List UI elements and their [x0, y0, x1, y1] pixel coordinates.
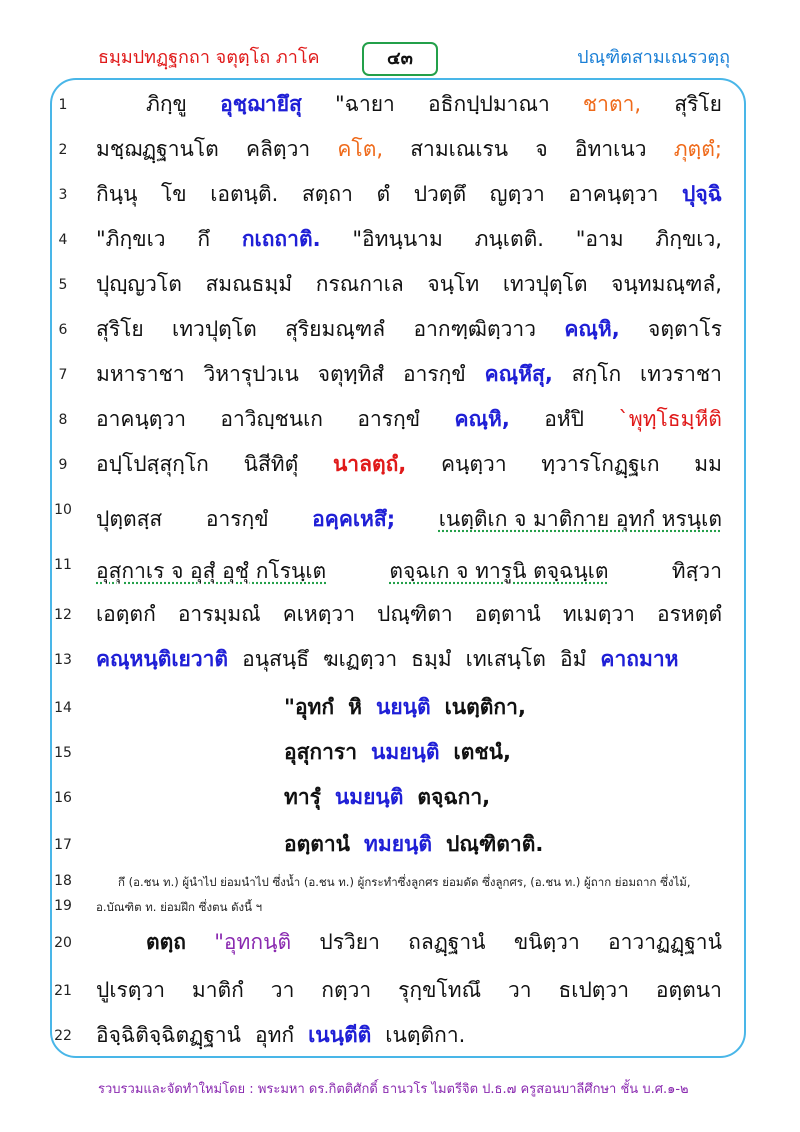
word: คโต,: [337, 137, 384, 161]
word: ปุจฺฉิ: [681, 182, 722, 206]
word: ปณฺฑิตา: [377, 602, 453, 626]
text-line-1: [146, 88, 722, 121]
text-line-11: [96, 555, 722, 588]
word: เอตฺตกํ: [96, 602, 156, 626]
word: อาคนฺตฺวา: [568, 182, 659, 206]
word: ทฺวารโกฏฺฐเก: [541, 452, 660, 476]
word: อารกฺขํ: [205, 507, 269, 531]
word: คณฺหนฺติเยวาติ: [96, 647, 229, 671]
word: ปรวิยา: [319, 930, 380, 954]
word: "ภิกฺขเว: [96, 227, 166, 251]
line-number: 11: [54, 557, 72, 573]
word: อตฺตนา: [655, 978, 722, 1002]
word: นมยนฺติ: [334, 785, 404, 809]
word: เทเสนฺโต: [465, 647, 546, 671]
word: สามเณเรน: [410, 137, 509, 161]
text-line-5: [96, 268, 722, 301]
word: เอตนฺติ.: [210, 182, 279, 206]
footer-credit: รวบรวมและจัดทำใหม่โดย : พระมหา ดร.กิตติศักดิ์ ธานวโร ไมตรีจิต ป.ธ.๗ ครูสอนบาลีศึกษา ชั้น บ.ศ.๑-๒: [98, 1082, 689, 1097]
word: จนฺทมณฺฑลํ,: [611, 272, 722, 296]
word: คเหตฺวา: [282, 602, 355, 626]
line-number: 12: [54, 607, 72, 623]
word: ตตฺถ: [146, 930, 186, 954]
word: วิหารุปวเน: [203, 362, 299, 386]
word: อากฑฺฒิตฺวาว: [413, 317, 536, 341]
line-number: 9: [58, 457, 68, 473]
word: หิ: [348, 695, 362, 719]
word: ปณฺฑิตาติ.: [446, 832, 544, 856]
line-number: 19: [54, 898, 72, 914]
word: อิมํ: [559, 647, 587, 671]
line-number: 18: [54, 873, 72, 889]
word: วา: [270, 978, 295, 1002]
line-number: 6: [58, 322, 68, 338]
underlined-phrase: ตจฺฉเก จ ทารูนิ ตจฺฉนฺเต: [389, 559, 609, 583]
word: กรณกาเล: [315, 272, 404, 296]
word: ทิสฺวา: [671, 559, 722, 583]
word: จตุทฺทิสํ: [317, 362, 385, 386]
word: ปุตฺตสฺส: [96, 507, 163, 531]
text-line-20: [146, 926, 722, 959]
word: ฆเฏตฺวา: [323, 647, 398, 671]
line-number: 5: [58, 277, 68, 293]
word: คณฺหึสุ,: [484, 362, 553, 386]
text-line-12: [96, 598, 722, 631]
word: ถลฏฺฐานํ: [408, 930, 486, 954]
word: ภิกฺขเว,: [655, 227, 722, 251]
line-number: 20: [54, 935, 72, 951]
word: เนตฺติกา.: [385, 1023, 466, 1047]
word: "อิทนฺนาม: [352, 227, 443, 251]
line-number: 21: [54, 983, 72, 999]
word: ภุตฺตํ;: [673, 137, 722, 161]
word: อคฺคเหสึ;: [312, 507, 396, 531]
word: กตฺวา: [321, 978, 372, 1002]
word: ตจฺฉกา,: [417, 785, 491, 809]
word: กึ: [197, 227, 211, 251]
word: อนุสนฺธึ: [242, 647, 310, 671]
translation-line-19: อ.บัณฑิต ท. ย่อมฝึก ซึ่งตน ดังนี้ ฯ: [96, 900, 263, 914]
word: ชาตา,: [582, 92, 642, 116]
word: ภนฺเตติ.: [474, 227, 544, 251]
word: อาคนฺตฺวา: [96, 407, 187, 431]
word: คลิตฺวา: [246, 137, 311, 161]
line-number: 3: [58, 187, 68, 203]
word: สมณธมฺมํ: [205, 272, 293, 296]
text-line-21: [96, 974, 722, 1007]
word: สุริโย: [674, 92, 722, 116]
word: อุชฺฌายึสุ: [220, 92, 302, 116]
word: อาวิญฺชนเก: [220, 407, 323, 431]
word: ธมฺมํ: [411, 647, 452, 671]
word: อุสุการา: [284, 740, 358, 764]
line-number: 14: [54, 700, 72, 716]
word: อหํปิ: [544, 407, 584, 431]
word: นาลตฺถํ,: [332, 452, 407, 476]
page-number: ๔๓: [362, 42, 438, 76]
text-line-3: [96, 178, 722, 211]
text-line-8: [96, 403, 722, 436]
word: เทวราชา: [640, 362, 722, 386]
text-line-9: [96, 448, 722, 481]
line-number: 22: [54, 1028, 72, 1044]
line-number: 10: [54, 502, 72, 518]
underlined-phrase: เนตฺติเก จ มาติกาย อุทกํ หรนฺเต: [438, 507, 722, 531]
word: สุริยมณฺฑลํ: [285, 317, 386, 341]
word: มาติกํ: [191, 978, 244, 1002]
word: "ฉายา: [335, 92, 395, 116]
word: มหาราชา: [96, 362, 185, 386]
word: อารมฺมณํ: [177, 602, 261, 626]
text-line-10: [96, 503, 722, 536]
line-number: 8: [58, 412, 68, 428]
underlined-phrase: อุสุกาเร จ อุสุํ อุชุํ กโรนฺเต: [96, 559, 327, 583]
word: อารกฺขํ: [357, 407, 421, 431]
text-line-13: [96, 643, 722, 676]
word: คนฺตฺวา: [440, 452, 507, 476]
word: อตฺตานํ: [284, 832, 351, 856]
word: สตฺถา: [301, 182, 353, 206]
word: ทมยนฺติ: [364, 832, 433, 856]
line-number: 17: [54, 837, 72, 853]
word: ขนิตฺวา: [513, 930, 580, 954]
word: ญตฺวา: [489, 182, 545, 206]
word: เทวปุตฺโต: [172, 317, 257, 341]
word: โข: [161, 182, 187, 206]
word: อิจฺฉิติจฺฉิตฏฺฐานํ: [96, 1023, 241, 1047]
word: ปวตฺตึ: [413, 182, 467, 206]
word: อตฺตานํ: [474, 602, 541, 626]
line-number: 1: [58, 97, 68, 113]
header-story-title: ปณฺฑิตสามเณรวตฺถุ: [577, 47, 730, 68]
verse-line-14: [284, 691, 540, 724]
line-number: 7: [58, 367, 68, 383]
word: ปูเรตฺวา: [96, 978, 166, 1002]
word: "อาม: [575, 227, 624, 251]
word: ธเปตฺวา: [558, 978, 629, 1002]
word: "อุทกํ: [284, 695, 335, 719]
word: นมยนฺติ: [371, 740, 440, 764]
word: กินฺนุ: [96, 182, 138, 206]
line-number: 15: [54, 745, 72, 761]
word: เตชนํ,: [453, 740, 511, 764]
line-number: 13: [54, 652, 72, 668]
word: กเถถาติ.: [241, 227, 321, 251]
verse-line-17: [284, 828, 557, 861]
word: มชฺฌฏฺฐานโต: [96, 137, 219, 161]
word: อรหตฺตํ: [656, 602, 722, 626]
word: คณฺหิ,: [454, 407, 510, 431]
word: นิสีทิตุํ: [243, 452, 299, 476]
text-line-6: [96, 313, 722, 346]
word: อุทกํ: [254, 1023, 295, 1047]
text-line-22: [96, 1019, 722, 1052]
word: เนตฺติกา,: [444, 695, 526, 719]
word: นยนฺติ: [375, 695, 431, 719]
word: มม: [694, 452, 722, 476]
line-number: 16: [54, 790, 72, 806]
word: อารกฺขํ: [403, 362, 466, 386]
word: ปุญฺญวโต: [96, 272, 182, 296]
word: จตฺตาโร: [648, 317, 722, 341]
word: จ: [535, 137, 548, 161]
verse-line-15: [284, 736, 525, 769]
word: ตํ: [376, 182, 391, 206]
word: สกฺโก: [571, 362, 622, 386]
word: "อุทกนฺติ: [214, 930, 292, 954]
word: คณฺหิ,: [564, 317, 620, 341]
word: ภิกฺขู: [146, 92, 187, 116]
header-book-title: ธมฺมปทฏฺฐกถา จตุตฺโถ ภาโค: [98, 47, 320, 68]
word: เนนฺตีติ: [308, 1023, 372, 1047]
line-number: 4: [58, 232, 68, 248]
translation-line-18: กึ (อ.ชน ท.) ผู้นำไป ย่อมนำไป ซึ่งน้ำ (อ.ชน ท.) ผู้กระทำซึ่งลูกศร ย่อมดัด ซึ่งลูกศร, (อ.ชน ท.) ผู้ถาก ย่อมถาก ซึ่งไม้,: [118, 875, 691, 889]
word: อธิกปฺปมาณา: [428, 92, 550, 116]
word: จนฺโท: [427, 272, 480, 296]
word: `พุทฺโธมฺหีติ: [618, 407, 722, 431]
word: ทเมตฺวา: [562, 602, 635, 626]
verse-line-16: [284, 781, 504, 814]
word: คาถมาห: [600, 647, 679, 671]
word: ทารุํ: [284, 785, 321, 809]
word: วา: [507, 978, 532, 1002]
word: สุริโย: [96, 317, 144, 341]
line-number: 2: [58, 142, 68, 158]
text-line-7: [96, 358, 722, 391]
text-line-4: [96, 223, 722, 256]
word: รุกฺขโทณึ: [398, 978, 482, 1002]
text-line-2: [96, 133, 722, 166]
word: อาวาฏฏฺฐานํ: [608, 930, 722, 954]
word: เทวปุตฺโต: [502, 272, 588, 296]
word: อปฺโปสฺสุกฺโก: [96, 452, 209, 476]
word: อิทาเนว: [574, 137, 647, 161]
